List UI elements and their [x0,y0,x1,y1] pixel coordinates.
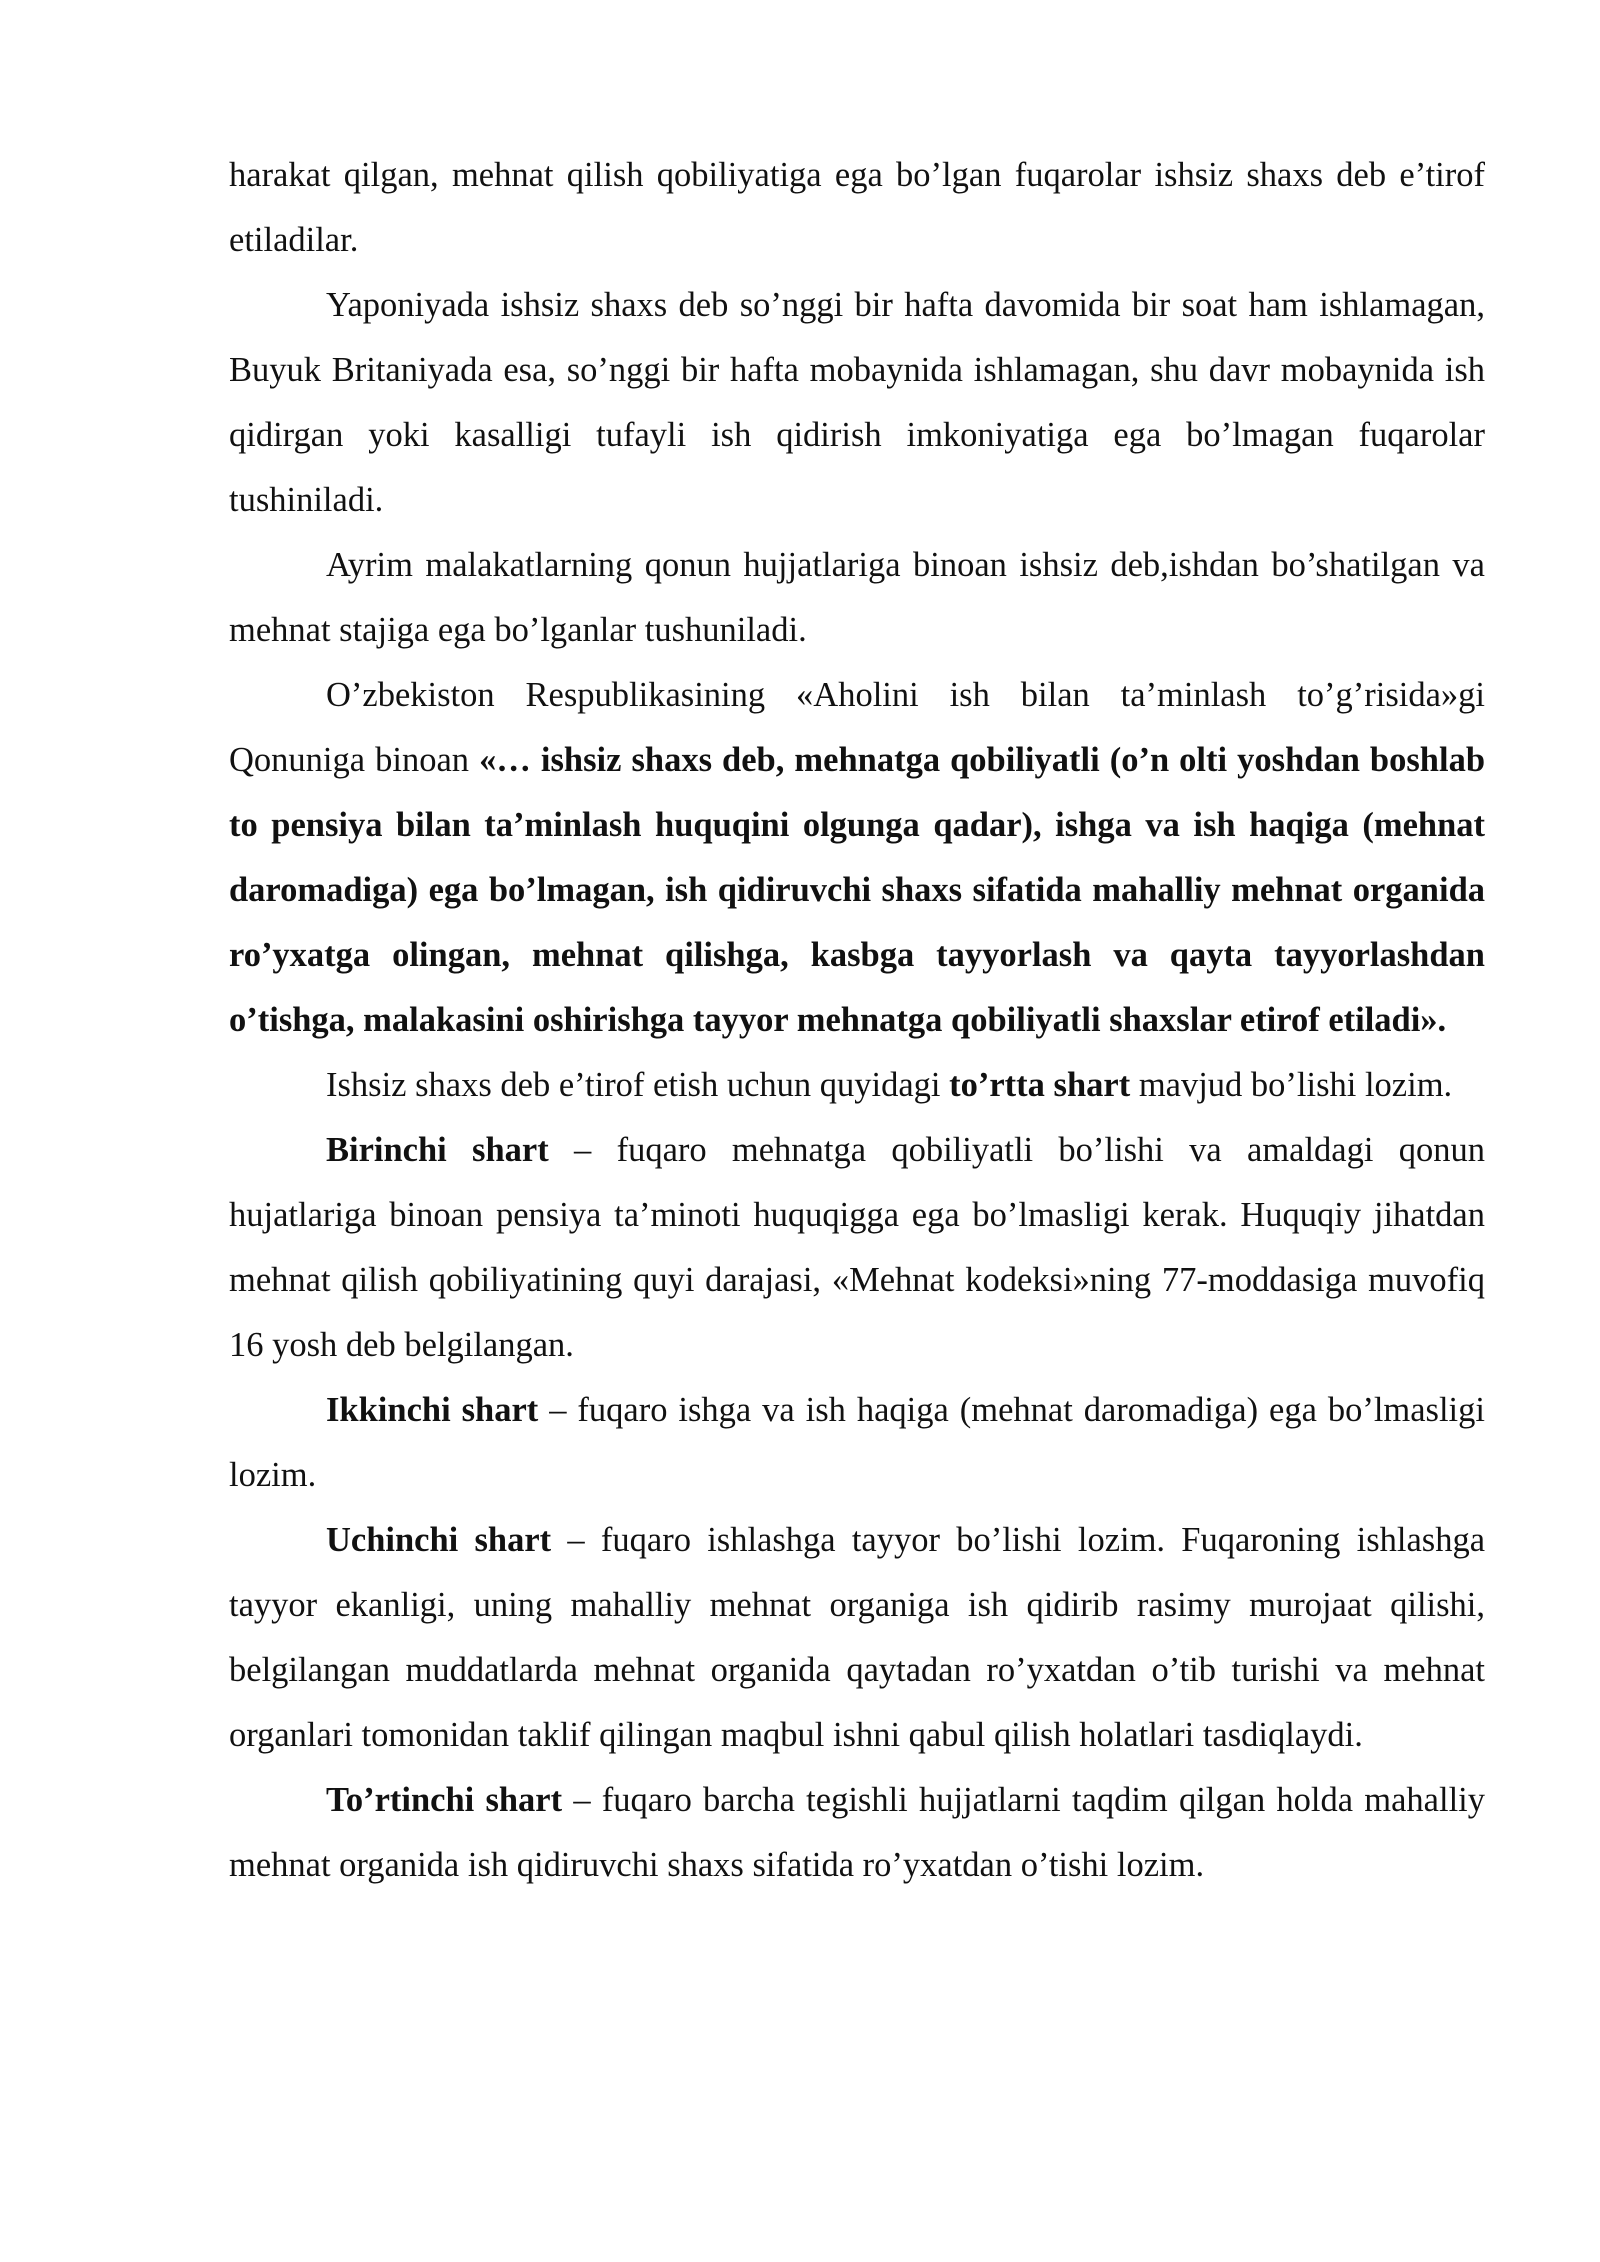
four-conditions-bold: to’rtta shart [949,1066,1131,1104]
paragraph-second-condition [229,1378,1485,1508]
paragraph-text: – fuqaro ishga va ish haqiga (mehnat daromadiga) ega bo’lmasligi lozim. [229,1391,1485,1494]
third-condition-heading: Uchinchi shart [326,1521,552,1559]
paragraph-text: Ishsiz shaxs deb e’tirof etish uchun quyidagi [326,1066,950,1104]
first-condition-heading: Birinchi shart [326,1131,549,1169]
paragraph-fourth-condition [229,1768,1485,1898]
paragraph-text: O’zbekiston Respublikasining «Aholini ish bilan ta’minlash to’g’risida»gi Qonuniga binoan [229,676,1485,779]
paragraph-text: – fuqaro barcha tegishli hujjatlarni taqdim qilgan holda mahalliy mehnat organida ish qidiruvchi shaxs sifatida ro’yxatdan o’tishi lozim. [229,1781,1485,1884]
paragraph-text: mavjud bo’lishi lozim. [1130,1066,1453,1104]
paragraph-first-condition [229,1118,1485,1378]
paragraph-unemployed-definition-end [229,143,1485,273]
paragraph-four-conditions [229,1053,1485,1118]
law-quote-bold: «… ishsiz shaxs deb, mehnatga qobiliyatli (o’n olti yoshdan boshlab to pensiya bilan ta’minlash huquqini olgunga qadar), ishga va ish haqiga (mehnat daromadiga) ega bo’lmagan, ish qidiruvchi shaxs sifatida mahalliy mehnat organida ro’yxatga olingan, mehnat qilishga, kasbga tayyorlash va qayta tayyorlashdan o’tishga, malakasini oshirishga tayyor mehnatga qobiliyatli shaxslar etirof etiladi». [229,741,1486,1039]
paragraph-uzbekistan-law [229,663,1485,1053]
paragraph-text: Ayrim malakatlarning qonun hujjatlariga binoan ishsiz deb,ishdan bo’shatilgan va mehnat stajiga ega bo’lganlar tushuniladi. [229,546,1485,649]
paragraph-text: – fuqaro ishlashga tayyor bo’lishi lozim. Fuqaroning ishlashga tayyor ekanligi, uning mahalliy mehnat organiga ish qidirib rasimy murojaat qilishi, belgilangan muddatlarda mehnat organida qaytadan ro’yxatdan o’tib turishi va mehnat organlari tomonidan taklif qilingan maqbul ishni qabul qilish holatlari tasdiqlaydi. [229,1521,1486,1754]
second-condition-heading: Ikkinchi shart [326,1391,539,1429]
paragraph-japan-britain [229,273,1485,533]
paragraph-text: – fuqaro mehnatga qobiliyatli bo’lishi va amaldagi qonun hujatlariga binoan pensiya ta’minoti huquqigga ega bo’lmasligi kerak. Huquqiy jihatdan mehnat qilish qobiliyatining quyi darajasi, «Mehnat kodeksi»ning 77-moddasiga muvofiq 16 yosh deb belgilangan. [229,1131,1485,1364]
paragraph-some-countries [229,533,1485,663]
document-page [229,143,1485,1898]
paragraph-text: Yaponiyada ishsiz shaxs deb so’nggi bir hafta davomida bir soat ham ishlamagan, Buyuk Britaniyada esa, so’nggi bir hafta mobaynida ishlamagan, shu davr mobaynida ish qidirgan yoki kasalligi tufayli ish qidirish imkoniyatiga ega bo’lmagan fuqarolar tushiniladi. [229,286,1485,519]
paragraph-text: harakat qilgan, mehnat qilish qobiliyatiga ega bo’lgan fuqarolar ishsiz shaxs deb e’tirof etiladilar. [229,156,1485,259]
paragraph-third-condition [229,1508,1485,1768]
fourth-condition-heading: To’rtinchi shart [326,1781,563,1819]
